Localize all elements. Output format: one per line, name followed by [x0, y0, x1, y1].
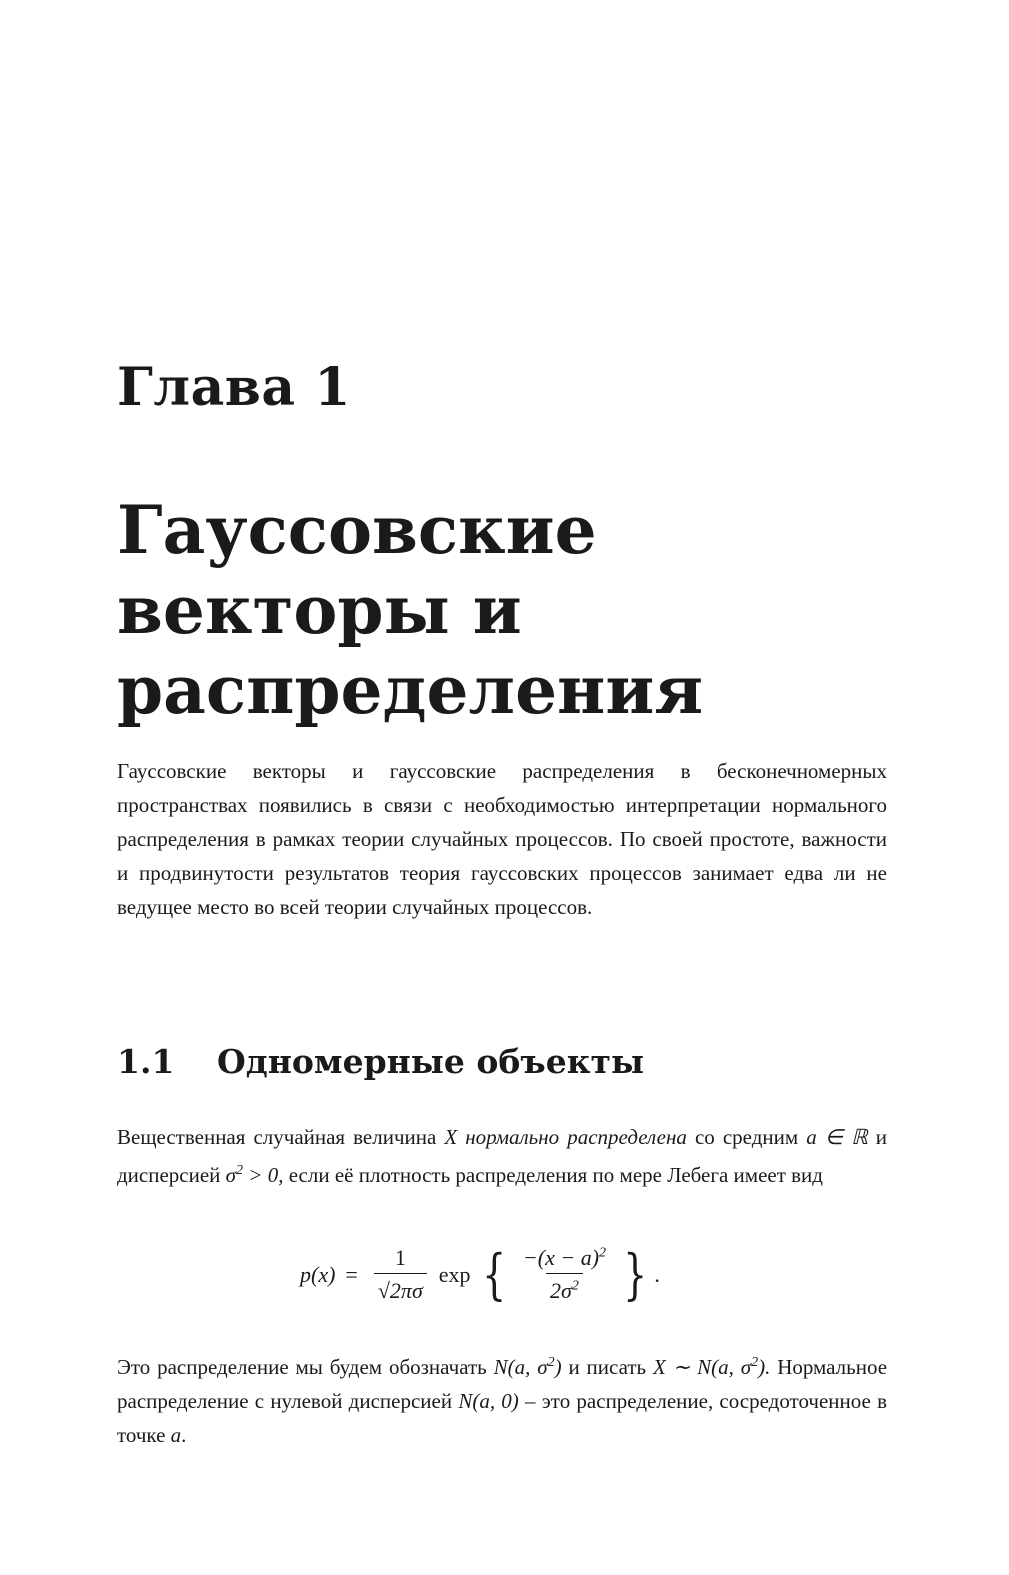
exponent-denominator: $2\sigma^2$: [546, 1273, 583, 1304]
exponent-numerator: $-(x - a)^2$: [522, 1245, 607, 1270]
notation-distributed: X ∼ N(a, $\sigma^2$).: [652, 1355, 771, 1379]
section-heading: [117, 1042, 645, 1081]
mean-expression: a ∈ ℝ: [806, 1125, 868, 1149]
exponent-fraction: [519, 1245, 610, 1304]
fraction-denominator: √2πσ: [374, 1273, 427, 1304]
fraction-numerator: 1: [394, 1245, 406, 1270]
brace-close: }: [623, 1242, 648, 1306]
notation-degenerate: N(a, 0): [458, 1389, 519, 1413]
brace-open: {: [481, 1242, 506, 1306]
chapter-title: Гауссовские векторы и распределения: [117, 491, 704, 729]
notation-text-2: и писать: [568, 1355, 647, 1379]
variance-expression: $\sigma^2 > 0$: [225, 1163, 279, 1187]
formula-equals: =: [345, 1261, 358, 1287]
emphasized-term: нормально распределена: [465, 1125, 687, 1149]
definition-text-1: Вещественная случайная величина: [117, 1125, 437, 1149]
notation-normal: N(a, $\sigma^2$): [493, 1355, 562, 1379]
normalizing-fraction: [374, 1245, 427, 1304]
notation-text-3: Нормальное распределение с нулевой дисперсией: [117, 1355, 888, 1413]
exp-function: exp: [438, 1261, 471, 1287]
chapter-label: Глава 1: [117, 357, 351, 418]
definition-text-2: со средним: [694, 1125, 799, 1149]
section-title: Одномерные объекты: [217, 1042, 645, 1081]
definition-paragraph: [117, 1120, 887, 1192]
intro-paragraph: Гауссовские векторы и гауссовские распределения в бесконечномерных пространствах появились в связи с необходимостью интерпретации нормального распределения в рамках теории случайных процессов. По своей простоте, важности и продвинутости результатов теория гауссовских процессов занимает едва ли не ведущее место во всей теории случайных процессов.: [117, 759, 887, 919]
formula-lhs: p(x): [300, 1261, 336, 1287]
variable-x: X: [444, 1125, 458, 1149]
density-formula: [300, 1242, 660, 1306]
notation-period: .: [181, 1423, 187, 1447]
section-number: 1.1: [117, 1042, 175, 1081]
notation-text-1: Это распределение мы будем обозначать: [117, 1355, 487, 1379]
definition-text-3: и дисперсией: [117, 1125, 888, 1187]
point-a: a: [170, 1423, 182, 1447]
formula-period: .: [654, 1261, 660, 1287]
definition-text-4: , если её плотность распределения по мере Лебега имеет вид: [278, 1163, 823, 1187]
notation-paragraph: [117, 1346, 887, 1452]
notation-text-4: – это распределение, сосредоточенное в точке: [117, 1389, 887, 1447]
